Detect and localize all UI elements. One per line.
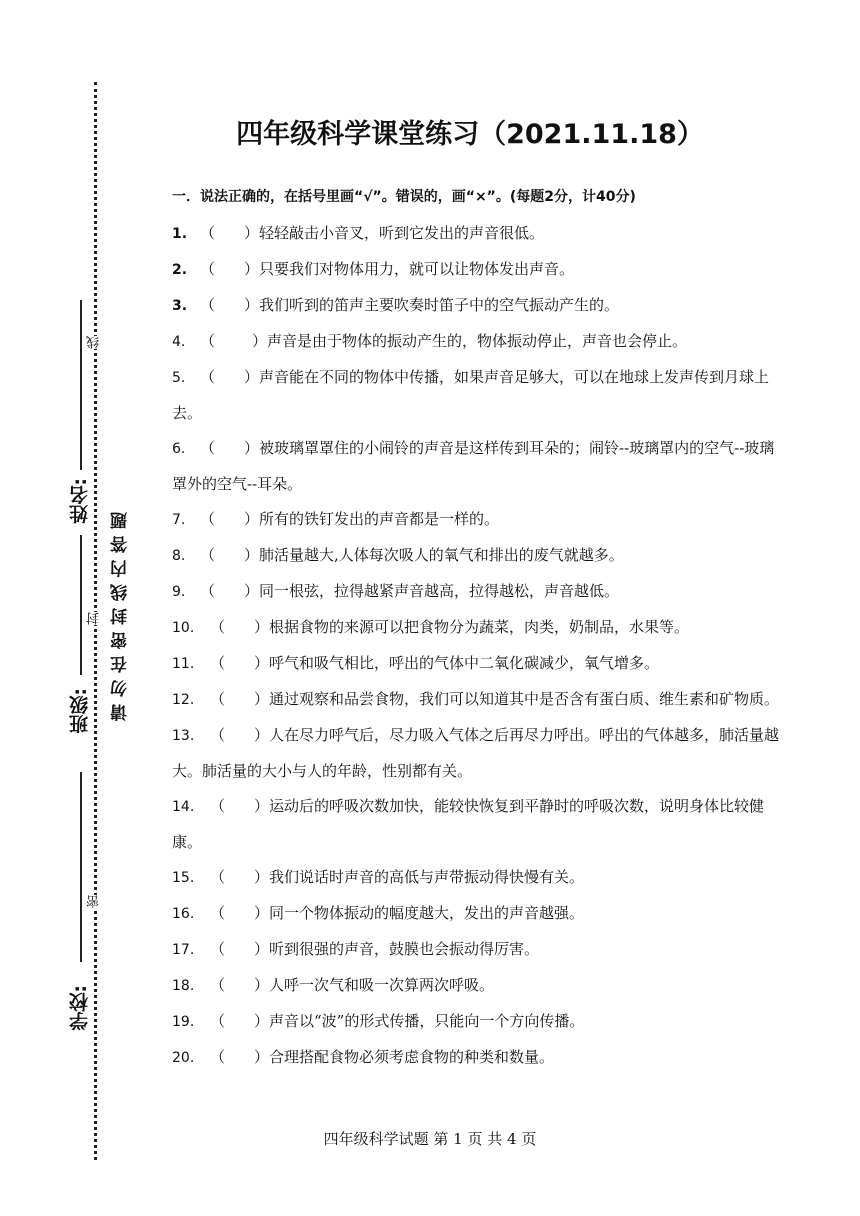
no-answer-warning: 请勿在密封线内答题 [111, 505, 131, 721]
question-item [172, 574, 784, 610]
answer-blank-close: ） [254, 904, 270, 922]
answer-blank-open[interactable]: （ [210, 654, 226, 672]
question-text: 通过观察和品尝食物，我们可以知道其中是否含有蛋白质、维生素和矿物质。 [269, 690, 780, 708]
answer-blank-close: ） [244, 546, 260, 564]
answer-blank-close: ） [254, 690, 270, 708]
question-number: 19. [172, 1014, 195, 1030]
question-item [172, 968, 784, 1004]
question-number: 4. [172, 334, 186, 350]
question-text: 根据食物的来源可以把食物分为蔬菜，肉类，奶制品，水果等。 [269, 618, 690, 636]
answer-blank-open[interactable]: （ [210, 797, 226, 815]
question-list [172, 216, 784, 1076]
answer-blank-open[interactable]: （ [200, 368, 216, 386]
answer-blank-close: ） [254, 868, 270, 886]
question-text: 我们说话时声音的高低与声带振动得快慢有关。 [269, 868, 585, 886]
question-item [172, 502, 784, 538]
answer-blank-close: ） [254, 654, 270, 672]
question-item [172, 216, 784, 252]
answer-blank-close: ） [244, 368, 260, 386]
answer-blank-close: ） [254, 726, 270, 744]
answer-blank-close: ） [244, 224, 260, 242]
question-text: 同一个物体振动的幅度越大，发出的声音越强。 [269, 904, 585, 922]
question-item [172, 718, 784, 789]
answer-blank-open[interactable]: （ [200, 439, 216, 457]
answer-blank-close: ） [254, 797, 270, 815]
question-text: 听到很强的声音，鼓膜也会振动得厉害。 [269, 940, 540, 958]
school-label: 学校: [69, 985, 91, 1031]
question-number: 13. [172, 728, 195, 744]
answer-blank-close: ） [254, 976, 270, 994]
question-item [172, 1004, 784, 1040]
answer-blank-open[interactable]: （ [210, 690, 226, 708]
question-text: 肺活量越大,人体每次吸人的氧气和排出的废气就越多。 [259, 546, 624, 564]
answer-blank-close: ） [244, 439, 260, 457]
question-text: 我们听到的笛声主要吹奏时笛子中的空气振动产生的。 [259, 296, 620, 314]
question-number: 17. [172, 942, 195, 958]
question-text: 声音以“波”的形式传播，只能向一个方向传播。 [269, 1012, 585, 1030]
answer-blank-open[interactable]: （ [210, 618, 226, 636]
name-underline [80, 300, 82, 470]
question-text: 声音是由于物体的振动产生的，物体振动停止，声音也会停止。 [267, 332, 688, 350]
question-number: 11. [172, 656, 195, 672]
question-number: 12. [172, 692, 195, 708]
question-number: 18. [172, 978, 195, 994]
question-text: 所有的铁钉发出的声音都是一样的。 [259, 510, 500, 528]
question-text: 同一根弦，拉得越紧声音越高，拉得越松，声音越低。 [259, 582, 620, 600]
answer-blank-open[interactable]: （ [210, 726, 226, 744]
question-item [172, 610, 784, 646]
answer-blank-close: ） [252, 332, 268, 350]
question-number: 6. [172, 441, 186, 457]
answer-blank-open[interactable]: （ [200, 296, 216, 314]
answer-blank-close: ） [254, 940, 270, 958]
question-item [172, 288, 784, 324]
answer-blank-open[interactable]: （ [210, 940, 226, 958]
question-text: 运动后的呼吸次数加快，能较快恢复到平静时的呼吸次数，说明身体比较健康。 [172, 797, 765, 851]
question-item [172, 860, 784, 896]
answer-blank-close: ） [244, 510, 260, 528]
question-number: 16. [172, 906, 195, 922]
question-text: 呼气和吸气相比，呼出的气体中二氧化碳减少，氧气增多。 [269, 654, 660, 672]
question-number: 8. [172, 548, 186, 564]
class-label: 班级: [69, 688, 91, 734]
question-item [172, 646, 784, 682]
question-text: 被玻璃罩罩住的小闹铃的声音是这样传到耳朵的；闹铃--玻璃罩内的空气--玻璃罩外的空气--耳朵。 [172, 439, 775, 493]
question-item [172, 932, 784, 968]
name-label: 姓名: [69, 478, 91, 524]
question-number: 20. [172, 1050, 195, 1066]
answer-blank-close: ） [254, 618, 270, 636]
question-item [172, 1040, 784, 1076]
section-heading: 一．说法正确的，在括号里画“√”。错误的，画“×”。(每题2分，计40分) [172, 189, 636, 205]
page-footer: 四年级科学试题 第 1 页 共 4 页 [323, 1130, 537, 1148]
answer-blank-open[interactable]: （ [210, 1048, 226, 1066]
seal-line-char: 线 [87, 336, 102, 349]
class-underline [80, 535, 82, 675]
question-text: 人呼一次气和吸一次算两次呼吸。 [269, 976, 495, 994]
answer-blank-open[interactable]: （ [210, 976, 226, 994]
question-text: 轻轻敲击小音叉，听到它发出的声音很低。 [259, 224, 545, 242]
answer-blank-open[interactable]: （ [210, 868, 226, 886]
answer-blank-open[interactable]: （ [200, 224, 216, 242]
question-number: 1. [172, 226, 188, 242]
question-item [172, 431, 784, 502]
question-item [172, 896, 784, 932]
question-number: 2. [172, 262, 188, 278]
question-text: 声音能在不同的物体中传播，如果声音足够大，可以在地球上发声传到月球上去。 [172, 368, 770, 422]
answer-blank-open[interactable]: （ [200, 260, 216, 278]
school-underline [80, 772, 82, 962]
seal-seal-char: 封 [87, 612, 102, 625]
question-number: 7. [172, 512, 186, 528]
answer-blank-open[interactable]: （ [200, 332, 216, 350]
question-text: 只要我们对物体用力，就可以让物体发出声音。 [259, 260, 575, 278]
answer-blank-close: ） [244, 296, 260, 314]
answer-blank-close: ） [244, 582, 260, 600]
seal-secret-char: 密 [87, 895, 102, 908]
question-number: 10. [172, 620, 195, 636]
page-title: 四年级科学课堂练习（2021.11.18） [236, 119, 704, 150]
question-item [172, 682, 784, 718]
answer-blank-open[interactable]: （ [210, 1012, 226, 1030]
question-item [172, 360, 784, 431]
answer-blank-close: ） [254, 1012, 270, 1030]
answer-blank-close: ） [254, 1048, 270, 1066]
answer-blank-open[interactable]: （ [200, 510, 216, 528]
question-number: 9. [172, 584, 186, 600]
question-text: 人在尽力呼气后，尽力吸入气体之后再尽力呼出。呼出的气体越多，肺活量越大。肺活量的大小与人的年龄，性别都有关。 [172, 726, 780, 780]
answer-blank-close: ） [244, 260, 260, 278]
question-text: 合理搭配食物必须考虑食物的种类和数量。 [269, 1048, 555, 1066]
question-item [172, 324, 784, 360]
answer-blank-open[interactable]: （ [200, 546, 216, 564]
question-item [172, 252, 784, 288]
question-item [172, 789, 784, 860]
question-number: 14. [172, 799, 195, 815]
question-number: 15. [172, 870, 195, 886]
question-number: 5. [172, 370, 186, 386]
answer-blank-open[interactable]: （ [210, 904, 226, 922]
answer-blank-open[interactable]: （ [200, 582, 216, 600]
question-number: 3. [172, 298, 188, 314]
question-item [172, 538, 784, 574]
